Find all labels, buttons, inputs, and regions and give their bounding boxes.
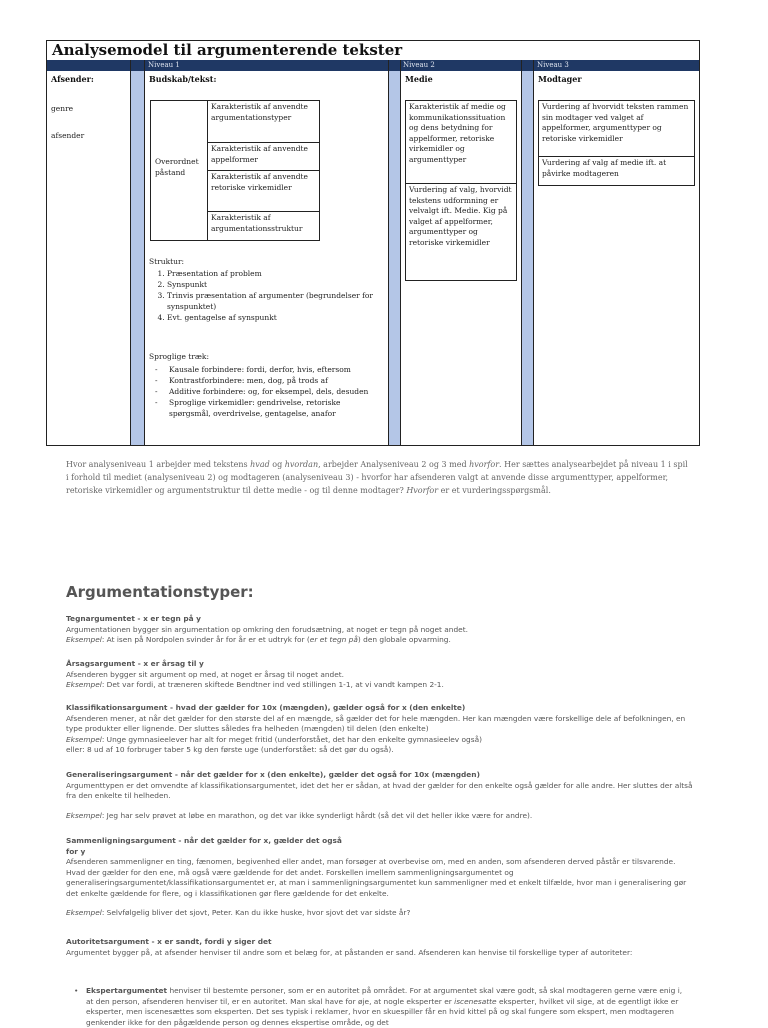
level-3-label: Niveau 3	[537, 61, 569, 69]
text: er et vurderingsspørgsmål.	[438, 486, 551, 495]
modtager-heading: Modtager	[538, 74, 582, 84]
type-example	[66, 680, 696, 691]
type-example	[66, 635, 696, 646]
type-body: Argumenttypen er det omvendte af klassifikationsargumentet, idet det her er sådan, at hvad der gælder for den enkelte også gælder for alle andre. Her sluttes der altså fra den enkelte til helheden.	[66, 780, 693, 800]
budskab-heading: Budskab/tekst:	[149, 74, 217, 84]
example-label: Eksempel	[66, 908, 102, 917]
argument-type	[66, 770, 696, 821]
col-divider	[533, 60, 534, 446]
type-title: Klassifikationsargument - hvad der gælder for 10x (mængden), gælder også for x (den enkelte)	[66, 703, 466, 712]
type-title: Generaliseringsargument - når det gælder for x (den enkelte), gælder det også for 10x (mængden)	[66, 770, 480, 779]
example-label: Eksempel	[66, 734, 102, 744]
afsender-heading: Afsender:	[51, 74, 94, 84]
example-label: Eksempel	[66, 680, 102, 689]
characteristic-cell: Karakteristik af anvendte argumentationstyper	[207, 100, 320, 143]
characteristic-cell: Karakteristik af anvendte retoriske virkemidler	[207, 170, 320, 212]
struktur-list	[149, 268, 389, 323]
expert-bullet	[74, 986, 686, 1028]
example-label: Eksempel	[66, 635, 102, 644]
claim-box	[150, 100, 208, 241]
emphasis: Hvorfor	[406, 486, 439, 495]
type-body: Afsenderen mener, at når det gælder for den største del af en mængde, så gælder det for hele mængden. Her kan mængden være forskellige dele af befolkningen, en type produkter eller lignende. Der sluttes således fra helheden (mængden) til delen (den enkelte)	[66, 713, 686, 733]
bullet-term: Ekspertargumentet	[86, 986, 168, 995]
text: og	[269, 460, 285, 469]
text: Hvor analyseniveau 1 arbejder med tekstens	[66, 460, 251, 469]
type-example	[66, 735, 696, 746]
type-title-cont: for y	[66, 846, 86, 856]
argument-type	[66, 937, 696, 958]
type-title: Årsagsargument - x er årsag til y	[66, 659, 204, 668]
col-divider	[400, 60, 401, 446]
text: henviser til bestemte personer, som er en autoritet på området. For at argumentet skal være godt, så skal modtageren gerne være enig i, at den person, afsenderen henviser til, er en autoritet. Man skal have for øje, at nogle eksperter er	[86, 986, 683, 1006]
claim-label: Overordnet påstand	[155, 157, 199, 177]
argument-type	[66, 836, 696, 919]
spacer-strip	[131, 71, 144, 445]
type-example-2: eller: 8 ud af 10 forbruger taber 5 kg den første uge (underforstået: så det gør du også).	[66, 745, 394, 754]
emphasis: hvad	[250, 460, 270, 469]
list-item: - Additive forbindere: og, for eksempel, dels, desuden	[169, 386, 379, 397]
sprog-label: Sproglige træk:	[149, 352, 209, 361]
text: : At isen på Nordpolen svinder år for år er et udtryk for (	[101, 635, 310, 644]
emphasis: hvorfor	[469, 460, 500, 469]
intro-paragraph	[66, 458, 691, 497]
type-example	[66, 811, 696, 822]
afsender-item: genre	[51, 104, 74, 113]
table-title: Analysemodel til argumenterende tekster	[52, 41, 403, 59]
modtager-cell: Vurdering af hvorvidt teksten rammen sin modtager ved valget af appelformer, argumenttyper og retoriske virkemidler	[538, 100, 695, 157]
characteristic-cell: Karakteristik af anvendte appelformer	[207, 142, 320, 171]
text: : Det var fordi, at træneren skiftede Bendtner ind ved stillingen 1-1, at vi vandt kampen 2-1.	[101, 680, 444, 689]
emphasis: hvordan	[284, 460, 319, 469]
text: . Her sættes analysearbejdet på niveau 1 i spil i forhold til mediet (analyseniveau 2) og modtageren (analyseniveau 3) - hvorfor har afsenderen valgt at anvende disse argumenttyper, appelformer, retoriske virkemidler og argumentstruktur til dette medie - og til denne modtager?	[66, 460, 688, 495]
medie-cell: Karakteristik af medie og kommunikationssituation og dens betydning for appelformer, retoriske virkemidler og argumenttyper	[405, 100, 517, 184]
text: : Unge gymnasieelever har alt for meget fritid (underforstået, det har den enkelte gymnasieelev også)	[101, 734, 482, 744]
argument-type	[66, 614, 696, 646]
text: : Selvfølgelig bliver det sjovt, Peter. Kan du ikke huske, hvor sjovt det var sidste år?	[101, 908, 411, 917]
type-title: Sammenligningsargument - når det gælder for x, gælder det også	[66, 836, 342, 845]
type-body: Afsenderen bygger sit argument op med, at noget er årsag til noget andet.	[66, 669, 345, 679]
type-body: Afsenderen sammenligner en ting, fænomen, begivenhed eller andet, man forsøger at overbevise om, med en anden, som afsenderen derved påstår er tilsvarende. Hvad der gælder for den ene, må også være gældende for det andet. Forskellen imellem sammenligningsargumentet og generaliseringsargumentet/klassifikationsargumentet er, at man i sammenligningsargumentet kun sammenligner med et enkelt tilfælde, hvor man i generalisering gør det enkelte gældende for flere, og i klassifikationen gør flere gældende for det enkelte.	[66, 857, 687, 898]
example-label: Eksempel	[66, 810, 102, 820]
list-item: - Kausale forbindere: fordi, derfor, hvis, eftersom	[169, 364, 379, 375]
text: eksperter, hvilket vil sige, at de egentligt ikke er eksperter, men iscenesættes som eksperten. Det ses typisk i reklamer, hvor en skuespiller får en hvid kittel på og skal fungere som ekspert, men modtageren genkender ikke for den pågældende person og dennes ekspertise område, og det	[86, 996, 679, 1027]
emphasis: er et tegn på	[309, 635, 358, 644]
section-heading: Argumentationstyper:	[66, 583, 254, 601]
modtager-cell: Vurdering af valg af medie ift. at påvirke modtageren	[538, 156, 695, 186]
list-item: 3. Trinvis præsentation af argumenter (begrundelser for synspunktet)	[167, 290, 389, 312]
type-example	[66, 908, 696, 919]
text: ) den globale opvarming.	[357, 635, 451, 644]
sprog-list	[149, 364, 379, 419]
spacer-strip	[522, 71, 533, 445]
list-item: 2. Synspunkt	[167, 279, 389, 290]
col-divider	[144, 60, 145, 446]
text: : Jeg har selv prøvet at løbe en marathon, og det var ikke synderligt hårdt (så det vil det heller ikke være for andre).	[101, 810, 533, 820]
list-item: 1. Præsentation af problem	[167, 268, 389, 279]
list-item: 4. Evt. gentagelse af synspunkt	[167, 312, 389, 323]
struktur-label: Struktur:	[149, 257, 185, 266]
argument-type	[66, 659, 696, 691]
type-title: Tegnargumentet - x er tegn på y	[66, 614, 201, 623]
text: , arbejder Analyseniveau 2 og 3 med	[318, 460, 470, 469]
argument-type	[66, 703, 696, 756]
type-body: Argumentationen bygger sin argumentation op omkring den forudsætning, at noget er tegn på noget andet.	[66, 624, 468, 634]
level-2-label: Niveau 2	[403, 61, 435, 69]
medie-cell: Vurdering af valg, hvorvidt tekstens udformning er velvalgt ift. Medie. Kig på valget af appelformer, argumenttyper og retoriske virkemidler	[405, 183, 517, 281]
emphasis: iscenesatte	[454, 996, 497, 1006]
characteristic-cell: Karakteristik af argumentationsstruktur	[207, 211, 320, 241]
level-1-label: Niveau 1	[148, 61, 180, 69]
list-item: - Sproglige virkemidler: gendrivelse, retoriske spørgsmål, overdrivelse, gentagelse, anafor	[169, 397, 379, 419]
list-item: - Kontrastforbindere: men, dog, på trods af	[169, 375, 379, 386]
bullet-icon: •	[74, 986, 79, 995]
type-title: Autoritetsargument - x er sandt, fordi y siger det	[66, 937, 272, 946]
afsender-item: afsender	[51, 131, 85, 140]
type-body: Argumentet bygger på, at afsender henviser til andre som et belæg for, at påstanden er sand. Afsenderen kan henvise til forskellige typer af autoriteter:	[66, 947, 633, 957]
medie-heading: Medie	[405, 74, 433, 84]
spacer-strip	[389, 71, 400, 445]
